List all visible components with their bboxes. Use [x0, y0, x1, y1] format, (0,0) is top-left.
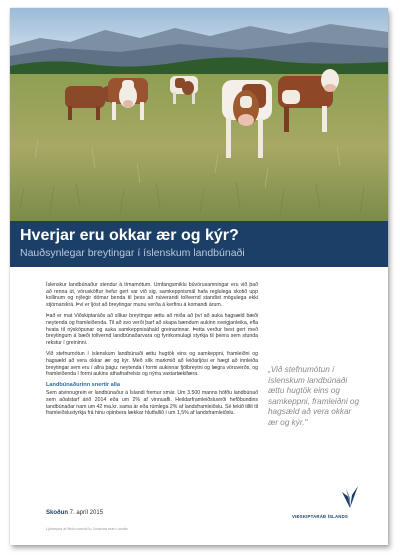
org-logo	[292, 486, 362, 522]
pull-quote: „Við stefnumótun í íslenskum landbúnaði ættu hugtök eins og samkeppni, framleiðni og hagsæld að vera okkar ær og kýr."	[268, 365, 360, 427]
photo-credit: Ljósmynd af flickr.com/síðu Joushua man Landis.	[46, 527, 129, 531]
org-logo-icon	[340, 486, 360, 510]
paragraph-3: Við stefnumótun í íslenskum landbúnaði ættu hugtök eins og samkeppni, framleiðni og hagsæld að vera okkar ær og kýr. Með slík markmið að leiðarljósi er hægt að innleiða breytingar sem eru í allra þágu: neytenda í formi aukinnar fjölbreytni og lægra vöruverðs, og framleiðenda í formi aukins athafnafrelsis og nýrra vaxtartækifæra.	[46, 351, 258, 378]
paragraph-1: Íslenskur landbúnaður stendur á tímamótum. Umfangsmiklu búvörusamningar eru við það að renna út, vörusköftur hefur gert var við sig, samkeppnismál hafa reglulega skotið upp kollinum og nýlegir dómar benda til þess að núverandi tollvernd standist mögulega ekki stjórnarskrá. Því er ljóst að breytingar munu verða á kerfinu á komandi árum.	[46, 282, 258, 309]
section-paragraph: Sem atvinnugrein er landbúnaður á Íslandi fremur smár. Um 3.500 manns höfðu landbúnað sem aðalstarf árið 2014 eða um 2% af vinnuafli. Heildarframleiðsluvirði hefðbundins landbúnaðar nam um 42 ma.kr. sama ár eða rúmlega 2% af landsframleiðslu. Sé tekið tillit til framleiðslustyrkja frá hinu opinbera lækkar hlutfallið í um 1,5% af landsframleiðslu.	[46, 390, 258, 417]
page-title: Hverjar eru okkar ær og kýr?	[20, 227, 239, 244]
footer-date	[46, 510, 103, 516]
page-subtitle: Nauðsynlegar breytingar í íslenskum landbúnaði	[20, 247, 245, 259]
paragraph-2: Það er mat Viðskiptaráðs að slíkar breytingar ættu að miða að því að auka hagsæld bæði neytenda og framleiðenda. Til að svo verði þarf að skapa bændum aukinn sveigjanleika, efla hvata til nýsköpunar og auka samkeppnisáhald greinarinnar. Þetta verður best gert með breytingum á bæði tollvernd landbúnaðarvara og fyrirkomulagi styrkja til þeirra sem stunda rekstur í greininni.	[46, 313, 258, 347]
footer-date-value: 7. apríl 2015	[69, 510, 104, 516]
org-name: VIÐSKIPTARÁÐ ÍSLANDS	[292, 514, 348, 519]
section-heading: Landbúnaðurinn snertir alla	[46, 382, 120, 389]
body-text	[46, 282, 258, 422]
footer-label: Skoðun	[46, 510, 68, 516]
cattle-photo	[10, 8, 388, 221]
title-band	[10, 221, 388, 267]
document-page	[10, 8, 388, 545]
